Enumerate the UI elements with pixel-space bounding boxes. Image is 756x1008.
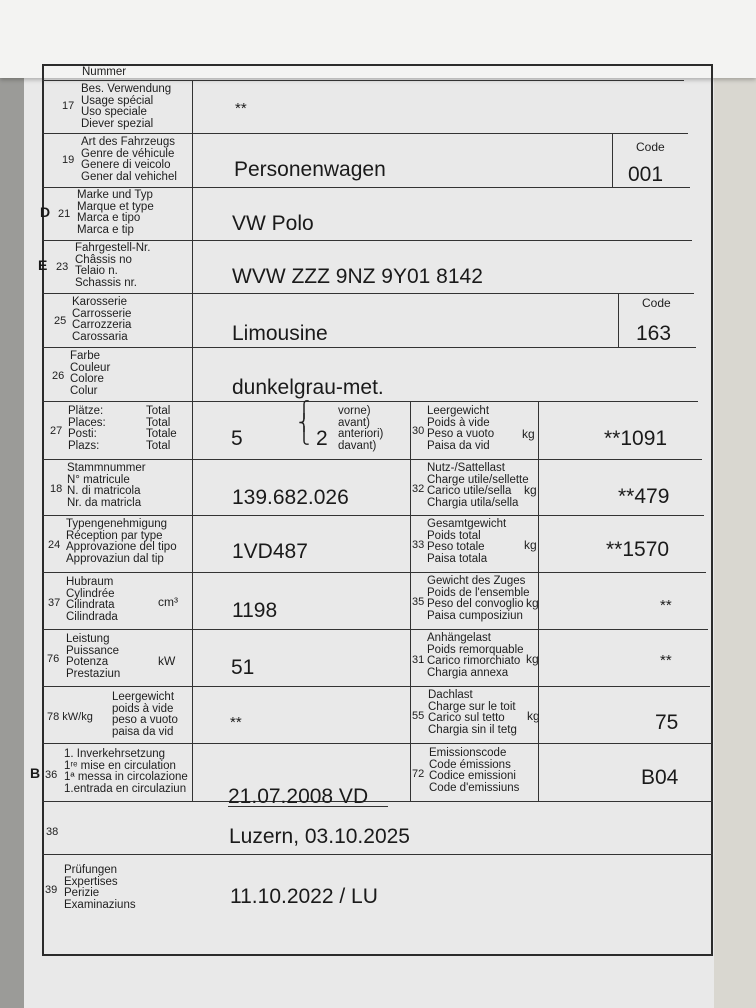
field-17-label: Bes. Verwendung Usage spécial Uso speciale Diever spezial (81, 83, 172, 130)
field-26-number: 26 (52, 370, 65, 382)
field-39-number: 39 (45, 884, 58, 896)
field-55-label: Dachlast Charge sur le toit Carico sul tetto Chargia sin il tetg (428, 689, 517, 736)
field-27-number: 27 (50, 425, 63, 437)
field-36-label: 1. Inverkehrsetzung 1ʳᵉ mise en circulation 1ª messa in circolazione 1.entrada en circulaziun (64, 748, 188, 795)
field-26-value: dunkelgrau-met. (232, 376, 384, 399)
side-letter-e: E (38, 257, 48, 273)
field-25-number: 25 (54, 315, 67, 327)
field-19-code-label: Code (636, 140, 665, 154)
field-19-label: Art des Fahrzeugs Genre de véhicule Genere di veicolo Gener dal vehichel (81, 136, 177, 183)
row-divider (42, 187, 690, 188)
field-37-value: 1198 (232, 599, 278, 622)
field-25-code-label: Code (642, 296, 671, 310)
field-18-label: Stammnummer N° matricule N. di matricola Nr. da matricla (67, 462, 146, 509)
field-31-value: ** (660, 652, 672, 669)
field-76-value: 51 (231, 656, 255, 679)
field-39-label: Prüfungen Expertises Perizie Examinaziuns (64, 864, 136, 911)
field-76-number: 76 (47, 653, 60, 665)
field-30-unit: kg (522, 427, 535, 441)
field-27-total-label: Total Total Totale Total (146, 405, 177, 452)
field-37-number: 37 (48, 597, 61, 609)
field-21-label: Marke und Typ Marque et type Marca e tipo Marca e tip (77, 189, 154, 236)
field-33-number: 33 (412, 539, 425, 551)
field-32-number: 32 (412, 483, 425, 495)
field-31-unit: kg (526, 652, 539, 666)
side-letter-d: D (40, 204, 51, 220)
row-divider (42, 629, 708, 630)
field-17-value: ** (235, 100, 247, 117)
field-26-label: Farbe Couleur Colore Colur (70, 350, 111, 397)
field-76-label: Leistung Puissance Potenza Prestaziun (66, 633, 121, 680)
field-35-number: 35 (412, 596, 425, 608)
field-33-label: Gesamtgewicht Poids total Peso totale Paisa totala (427, 518, 507, 565)
field-33-unit: kg (524, 538, 537, 552)
row-divider (42, 347, 696, 348)
field-55-number: 55 (412, 710, 425, 722)
row-divider (42, 401, 698, 402)
field-27-front-value: 2 (316, 427, 328, 450)
field-78-value: ** (230, 714, 242, 731)
row-divider (42, 133, 688, 134)
field-21-value: VW Polo (232, 212, 314, 235)
field-55-value: 75 (655, 711, 679, 734)
field-25-value: Limousine (232, 322, 328, 345)
field-18-value: 139.682.026 (232, 486, 349, 509)
row-divider (42, 743, 712, 744)
field-24-value: 1VD487 (232, 540, 308, 563)
field-32-label: Nutz-/Sattellast Charge utile/sellette Carico utile/sella Chargia utila/sella (427, 462, 529, 509)
field-27-total-value: 5 (231, 427, 243, 450)
field-24-label: Typengenehmigung Réception par type Approvazione del tipo Approvaziun dal tip (66, 518, 177, 565)
field-19-value: Personenwagen (234, 158, 386, 181)
field-72-label: Emissionscode Code émissions Codice emissioni Code d'emissiuns (429, 747, 520, 794)
field-30-value: **1091 (604, 427, 668, 450)
field-38-value: Luzern, 03.10.2025 (229, 825, 410, 848)
field-32-unit: kg (524, 483, 537, 497)
field-33-value: **1570 (606, 538, 670, 561)
field-23-number: 23 (56, 261, 69, 273)
field-35-unit: kg (526, 596, 539, 610)
field-30-label: Leergewicht Poids à vide Peso a vuoto Paisa da vid (427, 405, 495, 452)
field-39-value: 11.10.2022 / LU (230, 885, 378, 908)
field-24-number: 24 (48, 539, 61, 551)
label-column-divider (192, 80, 193, 801)
field-37-label: Hubraum Cylindrée Cilindrata Cilindrada (66, 576, 118, 623)
field-19-code-value: 001 (628, 163, 664, 186)
row-divider (42, 80, 684, 81)
row-divider (42, 240, 692, 241)
field-23-value: WVW ZZZ 9NZ 9Y01 8142 (232, 265, 483, 288)
row-divider (42, 459, 702, 460)
field-32-value: **479 (618, 485, 670, 508)
row-divider (42, 515, 704, 516)
field-37-unit: cm³ (158, 595, 178, 609)
field-38-number: 38 (46, 826, 59, 838)
field-31-label: Anhängelast Poids remorquable Carico rimorchiato Chargia annexa (427, 632, 524, 679)
field-36-value: 21.07.2008 VD (228, 785, 369, 808)
side-letter-b: B (30, 765, 41, 781)
field-23-label: Fahrgestell-Nr. Châssis no Telaio n. Schassis nr. (75, 242, 151, 289)
row-divider (42, 801, 713, 802)
code-column-divider (612, 133, 613, 187)
field-35-value: ** (660, 597, 672, 614)
field-76-unit: kW (158, 654, 176, 668)
field-18-number: 18 (50, 483, 63, 495)
field-78-number: 78 kW/kg (47, 711, 93, 723)
field-55-unit: kg (527, 709, 540, 723)
row-divider (42, 293, 694, 294)
middle-column-divider (410, 401, 411, 801)
field-72-value: B04 (641, 766, 679, 789)
field-19-number: 19 (62, 154, 75, 166)
row-divider (42, 854, 713, 855)
field-25-code-value: 163 (636, 322, 672, 345)
row-divider (42, 572, 706, 573)
field-35-label: Gewicht des Zuges Poids de l'ensemble Peso del convoglio Paisa cumposiziun (427, 575, 530, 622)
field-72-number: 72 (412, 768, 425, 780)
field-25-label: Karosserie Carrosserie Carrozzeria Carossaria (72, 296, 132, 343)
field-17-number: 17 (62, 100, 75, 112)
field-78-label: Leergewicht poids à vide peso a vuoto paisa da vid (112, 691, 178, 738)
value-underline (228, 806, 388, 807)
field-21-number: 21 (58, 208, 71, 220)
field-31-number: 31 (412, 654, 425, 666)
field-36-number: 36 (45, 769, 58, 781)
code-column-divider (618, 293, 619, 347)
brace-icon: ⎧ ⎨ ⎩ (298, 402, 310, 445)
field-27-front-label: vorne) avant) anteriori) davant) (338, 405, 384, 452)
field-30-number: 30 (412, 425, 425, 437)
field-number-label: Nummer (82, 66, 127, 78)
row-divider (42, 686, 710, 687)
field-27-label: Plätze: Places: Posti: Plazs: (68, 405, 106, 452)
